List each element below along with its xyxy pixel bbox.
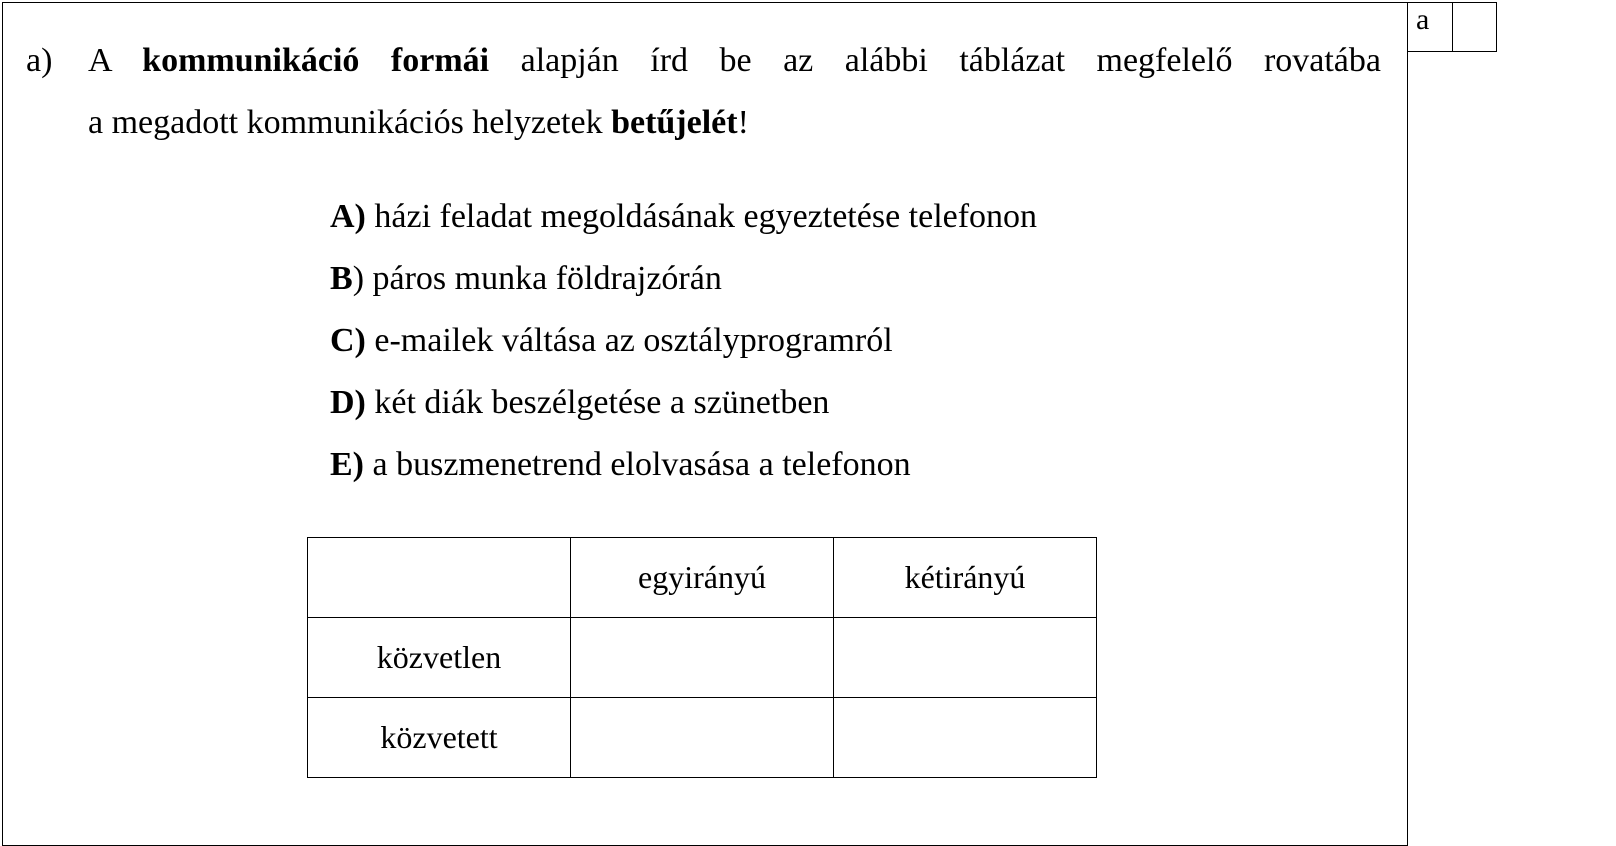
answer-cell-kozvetlen-ketiranyu[interactable] (834, 618, 1097, 698)
answer-cell-kozvetett-ketiranyu[interactable] (834, 698, 1097, 778)
option-d-letter: D) (330, 384, 366, 421)
answer-table (307, 537, 1097, 778)
score-label: a (1416, 3, 1430, 36)
option-d-text: két diák beszélgetése a szünetben (365, 384, 830, 421)
option-d (330, 372, 1037, 434)
task-line-1-text: A (88, 42, 143, 79)
task-line-1-text-end: alapján írd be az alábbi táblázat megfelelő rovatába (489, 42, 1381, 79)
table-corner-cell (308, 538, 571, 618)
option-e-letter: E) (330, 446, 364, 483)
option-b-suffix: ) (352, 260, 365, 297)
options-list (330, 186, 1037, 496)
option-a-text: házi feladat megoldásának egyeztetése telefonon (365, 198, 1038, 235)
table-row (308, 698, 1097, 778)
option-a (330, 186, 1037, 248)
task-line-2-text-end: ! (737, 104, 749, 141)
option-c (330, 310, 1037, 372)
option-e (330, 434, 1037, 496)
table-header-row (308, 538, 1097, 618)
task-instruction (26, 30, 1381, 154)
task-line-1 (88, 30, 1381, 92)
score-box (1407, 2, 1497, 52)
task-line-2-text: a megadott kommunikációs helyzetek (88, 104, 612, 141)
option-b-letter: B (330, 260, 353, 297)
table-row (308, 618, 1097, 698)
option-e-text: a buszmenetrend elolvasása a telefonon (364, 446, 911, 483)
task-line-1-bold: kommunikáció formái (142, 42, 490, 79)
task-letter: a) (26, 42, 53, 79)
answer-cell-kozvetett-egyiranyu[interactable] (571, 698, 834, 778)
column-header-ketiranyu: kétirányú (834, 538, 1097, 618)
row-header-kozvetlen: közvetlen (308, 618, 571, 698)
option-c-text: e-mailek váltása az osztályprogramról (365, 322, 893, 359)
option-b (330, 248, 1037, 310)
task-line-2 (88, 92, 1381, 154)
answer-cell-kozvetlen-egyiranyu[interactable] (571, 618, 834, 698)
option-b-text: páros munka földrajzórán (364, 260, 722, 297)
task-line-2-bold: betűjelét (611, 104, 738, 141)
option-a-letter: A) (330, 198, 366, 235)
row-header-kozvetett: közvetett (308, 698, 571, 778)
column-header-egyiranyu: egyirányú (571, 538, 834, 618)
score-input-cell[interactable] (1452, 3, 1496, 51)
option-c-letter: C) (330, 322, 366, 359)
